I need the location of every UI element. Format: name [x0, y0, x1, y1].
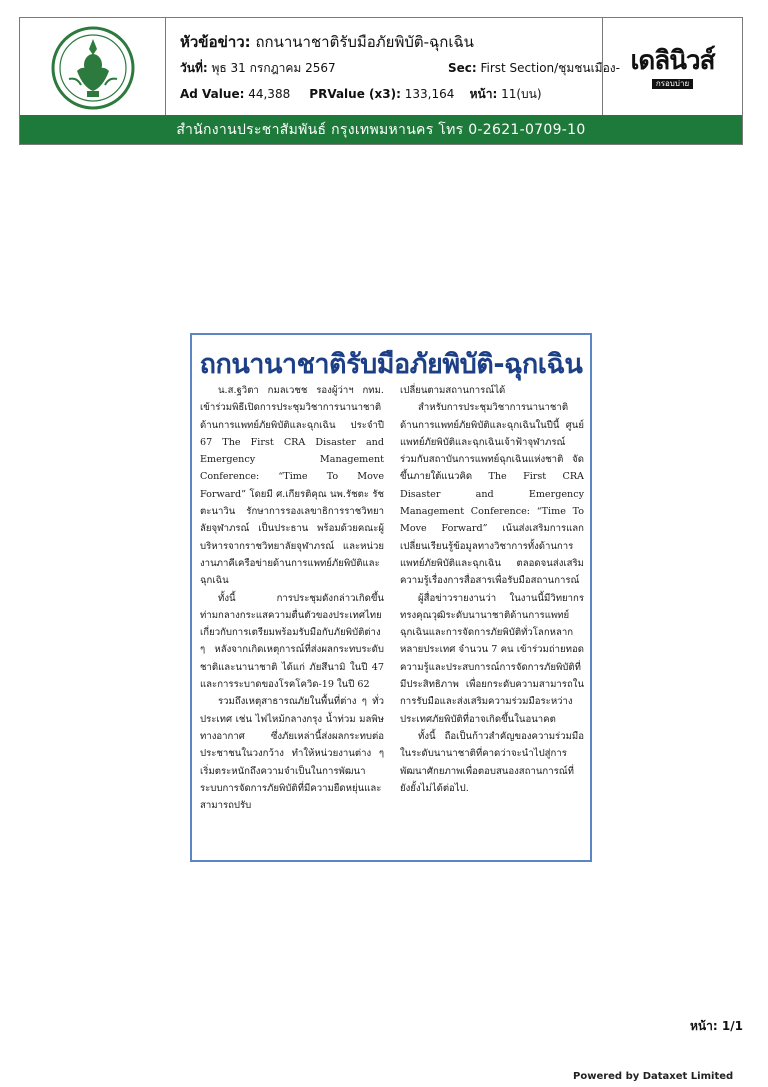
emblem-box [20, 18, 166, 117]
news-clip-header [19, 17, 743, 145]
values-row [180, 85, 542, 104]
publication-name: เดลินิวส์ [630, 44, 715, 75]
headline-text: ถกนานาชาติรับมือภัยพิบัติ-ฉุกเฉิน [255, 33, 474, 51]
article-paragraph: ทั้งนี้ การประชุมดังกล่าวเกิดขึ้นท่ามกลางกระแสความตื่นตัวของประเทศไทยเกี่ยวกับการเตรียมพร้อมรับมือกับภัยพิบัติต่าง ๆ หลังจากเกิดเหตุการณ์ที่ส่งผลกระทบระดับชาติและนานาชาติ ได้แก่ ภัยสึนามิ ในปี 47 และการระบาดของโรคโควิด-19 ในปี 62 [200, 592, 384, 691]
publication-box [602, 18, 742, 117]
publication-logo [630, 44, 715, 89]
org-contact-text: สำนักงานประชาสัมพันธ์ กรุงเทพมหานคร โทร 0-2621-0709-10 [176, 121, 586, 138]
article-paragraph: ทั้งนี้ ถือเป็นก้าวสำคัญของความร่วมมือในระดับนานาชาติที่คาดว่าจะนำไปสู่การพัฒนาศักยภาพเพื่อตอบสนองสถานการณ์ที่ยังยั้งไม่ได้ต่อไป. [400, 730, 584, 794]
headline-row [180, 30, 474, 54]
article-title: ถกนานาชาติรับมือภัยพิบัติ-ฉุกเฉิน [199, 349, 583, 380]
date-sec-row [180, 59, 620, 78]
article-paragraph: สำหรับการประชุมวิชาการนานาชาติด้านการแพทย์ภัยพิบัติและฉุกเฉินในปีนี้ ศูนย์แพทย์ภัยพิบัติและฉุกเฉินเจ้าฟ้าจุฬาภรณ์ ร่วมกับสถาบันการแพทย์ฉุกเฉินแห่งชาติ จัดขึ้นภายใต้แนวคิด The First CRA Disaster and Emergency Management Conference: “Time To Move Forward” เน้นส่งเสริมการแลกเปลี่ยนเรียนรู้ข้อมูลทางวิชาการทั้งด้านการแพทย์ภัยพิบัติและฉุกเฉิน ตลอดจนส่งเสริมความรู้เรื่องการสื่อสารเพื่อรับมือสถานการณ์ [400, 402, 584, 587]
section-label: Sec: [447, 61, 477, 75]
date-value: พุธ 31 กรกฎาคม 2567 [211, 61, 336, 75]
article-columns [200, 382, 584, 858]
org-contact-bar [20, 115, 742, 144]
pr-value: 133,164 [404, 87, 455, 101]
page-indicator-value: 1/1 [721, 1019, 743, 1033]
headline-label: หัวข้อข่าว: [180, 33, 251, 51]
ad-value: 44,388 [248, 87, 291, 101]
page-value: 11(บน) [501, 87, 542, 101]
page-indicator-label: หน้า: [690, 1019, 718, 1033]
pr-value-label: PRValue (x3): [309, 87, 401, 101]
article-paragraph: รวมถึงเหตุสาธารณภัยในพื้นที่ต่าง ๆ ทั่วประเทศ เช่น ไฟไหม้กลางกรุง น้ำท่วม มลพิษทางอากาศ ซึ่งภัยเหล่านี้ส่งผลกระทบต่อประชาชนในวงกว้าง ทำให้หน่วยงานต่าง ๆ เริ่มตระหนักถึงความจำเป็นในการพัฒนาระบบการจัดการภัยพิบัติที่มีความยืดหยุ่นและสามารถปรับ [200, 696, 384, 812]
bangkok-emblem-icon [47, 25, 139, 111]
date-label: วันที่: [180, 61, 208, 75]
ad-value-label: Ad Value: [180, 87, 245, 101]
section-field [448, 59, 620, 78]
section-value: First Section/ชุมชนเมือง- [480, 61, 620, 75]
page-indicator [690, 1017, 743, 1036]
article-paragraph: ผู้สื่อข่าวรายงานว่า ในงานนี้มีวิทยากรทรงคุณวุฒิระดับนานาชาติด้านการแพทย์ฉุกเฉินและการจัดการภัยพิบัติทั่วโลกหลากหลายประเทศ จำนวน 7 คน เข้าร่วมถ่ายทอดความรู้และประสบการณ์การจัดการภัยพิบัติที่มีประสิทธิภาพ เพื่อยกระดับความสามารถในการรับมือและส่งเสริมความร่วมมือระหว่างประเทศภัยพิบัติที่อาจเกิดขึ้นในอนาคต [400, 592, 584, 725]
article-column-left [200, 382, 384, 858]
powered-by: Powered by Dataxet Limited [573, 1071, 734, 1082]
article-paragraph: น.ส.ฐวิตา กมลเวชช รองผู้ว่าฯ กทม. เข้าร่วมพิธีเปิดการประชุมวิชาการนานาชาติด้านการแพทย์ภัยพิบัติและฉุกเฉิน ประจำปี 67 The First CRA Disaster and Emergency Management Conference: “Time To Move Forward” โดยมี ศ.เกียรติคุณ นพ.รัชตะ รัชตะนาวิน รักษาการรองเลขาธิการราชวิทยาลัยจุฬาภรณ์ เป็นประธาน พร้อมด้วยคณะผู้บริหารจากราชวิทยาลัยจุฬาภรณ์ และหน่วยงานภาคีเครือข่ายด้านการแพทย์ภัยพิบัติและฉุกเฉิน [200, 385, 384, 587]
article-column-right [400, 382, 584, 858]
page-label: หน้า: [469, 87, 498, 101]
clip-info [166, 18, 622, 117]
publication-edition: กรอบบ่าย [652, 79, 693, 89]
news-article [190, 333, 592, 862]
article-paragraph: เปลี่ยนตามสถานการณ์ได้ [400, 385, 506, 396]
